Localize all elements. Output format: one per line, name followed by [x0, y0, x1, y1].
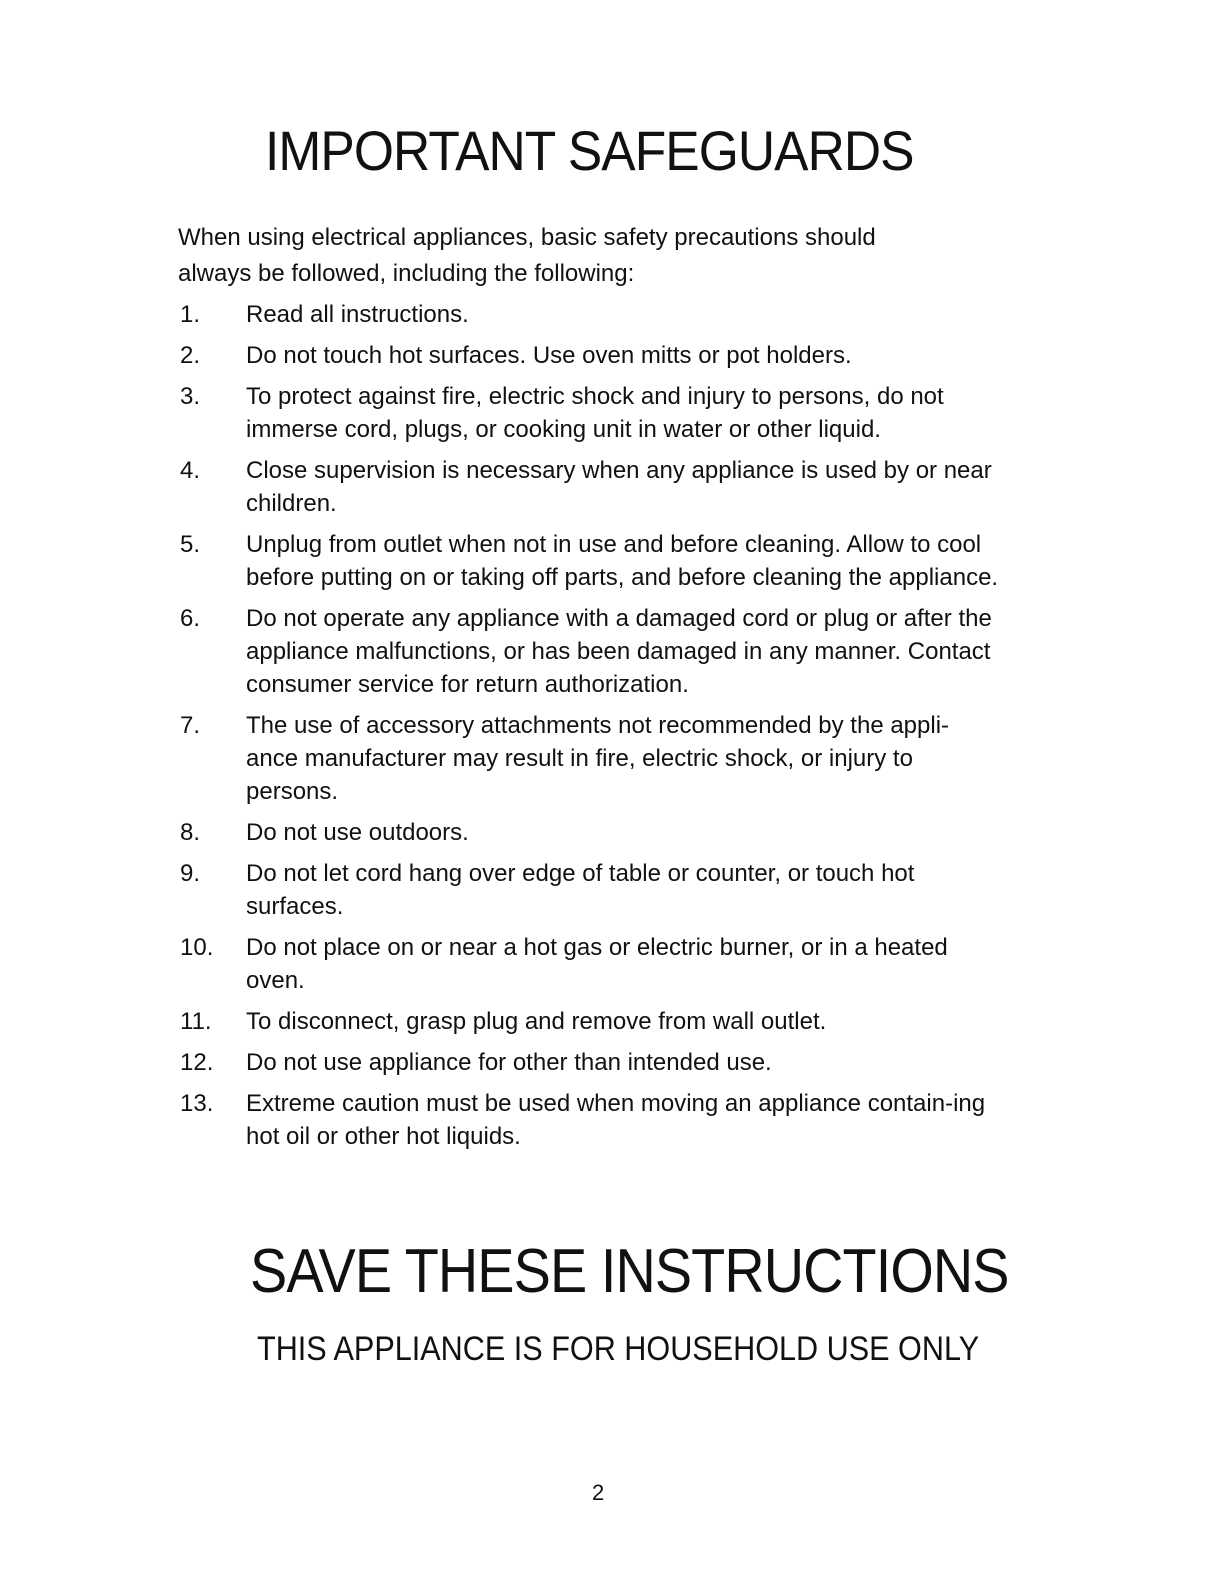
household-use-note: THIS APPLIANCE IS FOR HOUSEHOLD USE ONLY	[257, 1330, 980, 1368]
item-number: 5.	[180, 531, 201, 558]
list-item	[180, 339, 1000, 372]
list-item	[180, 298, 1000, 331]
page-title: IMPORTANT SAFEGUARDS	[265, 119, 914, 182]
item-number: 11.	[180, 1008, 212, 1035]
item-number: 6.	[180, 605, 201, 632]
item-number: 1.	[180, 301, 201, 328]
list-item	[180, 380, 1000, 446]
item-text: Do not use outdoors.	[246, 819, 469, 846]
item-text: Do not touch hot surfaces. Use oven mitts or pot holders.	[246, 342, 852, 369]
list-item	[180, 1005, 1000, 1038]
list-item	[180, 709, 1000, 808]
item-number: 2.	[180, 342, 201, 369]
item-text: To protect against fire, electric shock and injury to persons, do not immerse cord, plugs, or cooking unit in water or other liquid.	[246, 383, 944, 443]
item-text: The use of accessory attachments not recommended by the appli-ance manufacturer may result in fire, electric shock, or injury to persons.	[246, 712, 950, 805]
item-text: Do not operate any appliance with a damaged cord or plug or after the appliance malfunctions, or has been damaged in any manner. Contact consumer service for return authorization.	[246, 605, 992, 698]
item-text: Close supervision is necessary when any appliance is used by or near children.	[246, 457, 992, 517]
item-text: To disconnect, grasp plug and remove from wall outlet.	[246, 1008, 827, 1035]
list-item	[180, 816, 1000, 849]
item-text: Read all instructions.	[246, 301, 469, 328]
save-instructions-heading: SAVE THESE INSTRUCTIONS	[250, 1237, 1009, 1306]
list-item	[180, 1046, 1000, 1079]
item-text: Do not use appliance for other than intended use.	[246, 1049, 772, 1076]
item-number: 8.	[180, 819, 201, 846]
list-item	[180, 931, 1000, 997]
item-text: Do not let cord hang over edge of table or counter, or touch hot surfaces.	[246, 860, 915, 920]
list-item	[180, 1087, 1000, 1153]
item-number: 4.	[180, 457, 201, 484]
item-number: 12.	[180, 1049, 214, 1076]
intro-paragraph: When using electrical appliances, basic safety precautions should always be followed, including the following:	[178, 224, 876, 287]
item-number: 7.	[180, 712, 201, 739]
list-item	[180, 857, 1000, 923]
safeguards-list	[180, 298, 1000, 1161]
item-number: 9.	[180, 860, 201, 887]
list-item	[180, 528, 1000, 594]
item-number: 13.	[180, 1090, 214, 1117]
item-number: 10.	[180, 934, 214, 961]
list-item	[180, 454, 1000, 520]
list-item	[180, 602, 1000, 701]
page-number: 2	[592, 1480, 605, 1505]
item-text: Do not place on or near a hot gas or electric burner, or in a heated oven.	[246, 934, 948, 994]
item-text: Extreme caution must be used when moving an appliance contain-ing hot oil or other hot liquids.	[246, 1090, 986, 1150]
item-text: Unplug from outlet when not in use and before cleaning. Allow to cool before putting on or taking off parts, and before cleaning the appliance.	[246, 531, 999, 591]
item-number: 3.	[180, 383, 201, 410]
